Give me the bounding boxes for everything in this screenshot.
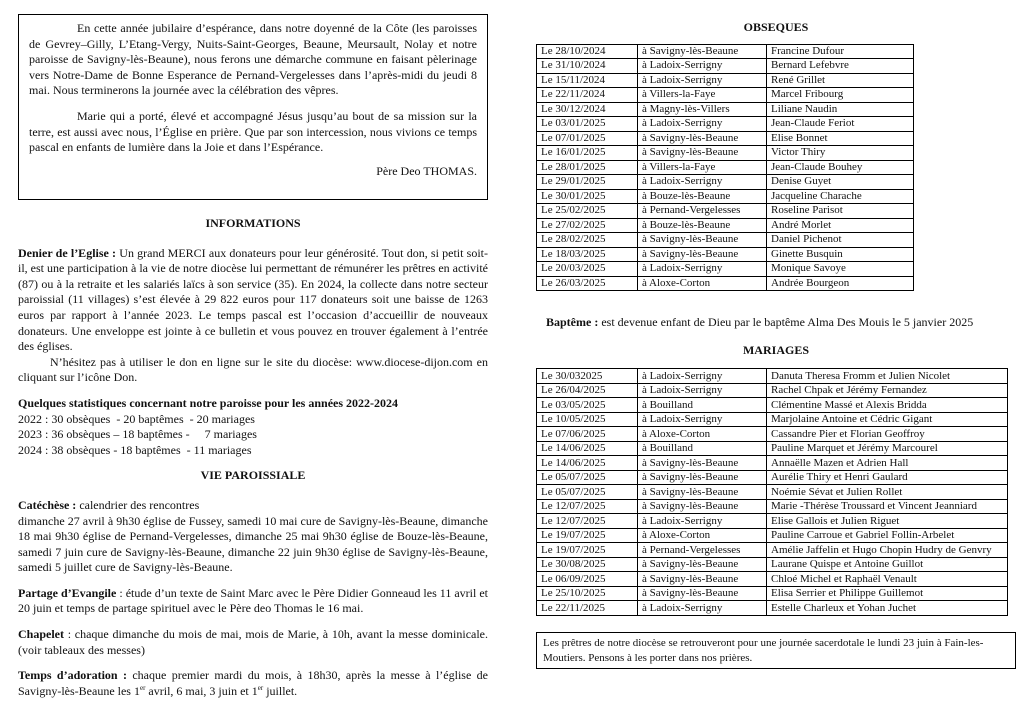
row-names: André Morlet <box>767 218 914 233</box>
table-row <box>537 146 914 161</box>
row-place: à Aloxe-Corton <box>638 528 767 543</box>
row-date: Le 22/11/2024 <box>537 88 638 103</box>
row-names: Liliane Naudin <box>767 102 914 117</box>
row-place: à Ladoix-Serrigny <box>638 175 767 190</box>
intro-box <box>18 14 488 200</box>
row-date: Le 28/10/2024 <box>537 44 638 59</box>
note-box: Les prêtres de notre diocèse se retrouveront pour une journée sacerdotale le lundi 23 juin à Fain-les-Moutiers. Pensons à les porter dans nos prières. <box>536 632 1016 670</box>
table-row <box>537 528 1008 543</box>
row-names: Denise Guyet <box>767 175 914 190</box>
row-place: à Ladoix-Serrigny <box>638 262 767 277</box>
row-names: Cassandre Pier et Florian Geoffroy <box>767 427 1008 442</box>
row-names: Elise Bonnet <box>767 131 914 146</box>
table-row <box>537 247 914 262</box>
vie-paroissiale-heading: VIE PAROISSIALE <box>200 468 306 483</box>
row-date: Le 05/07/2025 <box>537 470 638 485</box>
row-date: Le 30/12/2024 <box>537 102 638 117</box>
row-names: Laurane Quispe et Antoine Guillot <box>767 557 1008 572</box>
row-place: à Bouilland <box>638 441 767 456</box>
intro-paragraph-1: En cette année jubilaire d’espérance, dans notre doyenné de la Côte (les paroisses de Gevrey–Gilly, L’Etang-Vergy, Nuits-Saint-Georges, Beaune, Meursault, Nolay et notre paroisse de Savigny-lès-Beaune), nous ferons une démarche commune en faisant pèlerinage vers Notre-Dame de Bonne Esperance de Pernand-Vergelesses dans l’après-midi du jeudi 8 mai. Nous terminerons la journée avec la célébration des vêpres. <box>29 21 477 98</box>
row-date: Le 30/032025 <box>537 369 638 384</box>
table-row <box>537 218 914 233</box>
obseques-table <box>536 44 914 292</box>
table-row <box>537 73 914 88</box>
row-place: à Savigny-lès-Beaune <box>638 456 767 471</box>
row-names: Annaëlle Mazen et Adrien Hall <box>767 456 1008 471</box>
chapelet-text: : chaque dimanche du mois de mai, mois de Marie, à 10h, avant la messe dominicale. (voir tableaux des messes) <box>18 627 488 657</box>
chapelet-block <box>18 627 488 658</box>
denier-text: Un grand MERCI aux donateurs pour leur générosité. Tout don, si petit soit-il, est une participation à la vie de notre diocèse lui permettant de rémunérer les prêtres en activité (87) ou à la retraite et les salariés laïcs à son service (35). En 2024, la collecte dans notre secteur paroissial (11 villages) s’est élevée à 29 822 euros pour 117 donateurs soit une baisse de 1263 euros par rapport à l’année 2023. Le temps pascal est l’occasion d’accueillir de nouveaux donateurs. Une enveloppe est jointe à ce bulletin et vous pouvez en trouver également à l’entrée des églises. <box>18 245 488 354</box>
table-row <box>537 557 1008 572</box>
row-date: Le 27/02/2025 <box>537 218 638 233</box>
row-place: à Savigny-lès-Beaune <box>638 233 767 248</box>
bapteme-label: Baptême : <box>546 315 599 330</box>
table-row <box>537 412 1008 427</box>
row-names: Pauline Marquet et Jérémy Marcourel <box>767 441 1008 456</box>
row-names: Marcel Fribourg <box>767 88 914 103</box>
row-date: Le 28/01/2025 <box>537 160 638 175</box>
table-row <box>537 189 914 204</box>
row-date: Le 07/06/2025 <box>537 427 638 442</box>
table-row <box>537 369 1008 384</box>
row-names: Ginette Busquin <box>767 247 914 262</box>
adoration-text-c: juillet. <box>263 683 298 698</box>
table-row <box>537 514 1008 529</box>
mariages-table-body <box>537 369 1008 616</box>
row-date: Le 15/11/2024 <box>537 73 638 88</box>
row-names: Clémentine Massé et Alexis Bridda <box>767 398 1008 413</box>
left-column <box>18 14 488 699</box>
row-date: Le 30/08/2025 <box>537 557 638 572</box>
table-row <box>537 441 1008 456</box>
row-names: Andrée Bourgeon <box>767 276 914 291</box>
table-row <box>537 398 1008 413</box>
row-place: à Villers-la-Faye <box>638 160 767 175</box>
right-column <box>536 14 1016 669</box>
row-names: Jacqueline Charache <box>767 189 914 204</box>
obseques-table-body <box>537 44 914 291</box>
row-place: à Savigny-lès-Beaune <box>638 44 767 59</box>
stats-block <box>18 396 488 458</box>
row-names: Victor Thiry <box>767 146 914 161</box>
row-names: Jean-Claude Bouhey <box>767 160 914 175</box>
row-names: Elise Gallois et Julien Riguet <box>767 514 1008 529</box>
catechese-text: dimanche 27 avril à 9h30 église de Fussey, samedi 10 mai cure de Savigny-lès-Beaune, dimanche 18 mai 9h30 église de Pernand-Vergelesses, dimanche 25 mai 9h30 église de Bouze-lès-Beaune, samedi 7 juin cure de Savigny-lès-Beaune, dimanche 22 juin 9h30 église de Savigny-lès-Beaune, samedi 5 juillet cure de Savigny-lès-Beaune. <box>18 513 488 575</box>
mariages-table <box>536 368 1008 616</box>
stats-line-2022: 2022 : 30 obsèques - 20 baptêmes - 20 mariages <box>18 411 255 426</box>
row-place: à Ladoix-Serrigny <box>638 383 767 398</box>
intro-signature: Père Deo THOMAS. <box>376 163 477 178</box>
row-names: Francine Dufour <box>767 44 914 59</box>
row-place: à Savigny-lès-Beaune <box>638 572 767 587</box>
row-place: à Aloxe-Corton <box>638 276 767 291</box>
row-place: à Savigny-lès-Beaune <box>638 131 767 146</box>
table-row <box>537 262 914 277</box>
stats-line-2023: 2023 : 36 obsèques – 18 baptêmes - 7 mariages <box>18 427 257 442</box>
row-names: Amélie Jaffelin et Hugo Chopin Hudry de Genvry <box>767 543 1008 558</box>
row-names: Noémie Sévat et Julien Rollet <box>767 485 1008 500</box>
row-names: Pauline Carroue et Gabriel Follin-Arbelet <box>767 528 1008 543</box>
row-names: Daniel Pichenot <box>767 233 914 248</box>
row-place: à Ladoix-Serrigny <box>638 412 767 427</box>
row-date: Le 30/01/2025 <box>537 189 638 204</box>
row-place: à Ladoix-Serrigny <box>638 514 767 529</box>
table-row <box>537 427 1008 442</box>
row-date: Le 25/10/2025 <box>537 586 638 601</box>
row-names: René Grillet <box>767 73 914 88</box>
row-date: Le 28/02/2025 <box>537 233 638 248</box>
row-date: Le 16/01/2025 <box>537 146 638 161</box>
mariages-heading: MARIAGES <box>742 342 809 357</box>
table-row <box>537 233 914 248</box>
row-date: Le 22/11/2025 <box>537 601 638 616</box>
partage-label: Partage d’Evangile <box>18 585 117 600</box>
row-date: Le 25/02/2025 <box>537 204 638 219</box>
table-row <box>537 499 1008 514</box>
row-place: à Villers-la-Faye <box>638 88 767 103</box>
row-date: Le 06/09/2025 <box>537 572 638 587</box>
table-row <box>537 160 914 175</box>
row-names: Marjolaine Antoine et Cédric Gigant <box>767 412 1008 427</box>
row-place: à Pernand-Vergelesses <box>638 204 767 219</box>
catechese-label: Catéchèse : <box>18 497 77 512</box>
row-date: Le 20/03/2025 <box>537 262 638 277</box>
row-names: Monique Savoye <box>767 262 914 277</box>
denier-paragraph <box>18 246 488 355</box>
row-date: Le 12/07/2025 <box>537 499 638 514</box>
row-place: à Ladoix-Serrigny <box>638 59 767 74</box>
table-row <box>537 572 1008 587</box>
stats-line-2024: 2024 : 38 obsèques - 18 baptêmes - 11 mariages <box>18 442 252 457</box>
table-row <box>537 44 914 59</box>
row-place: à Savigny-lès-Beaune <box>638 247 767 262</box>
row-place: à Ladoix-Serrigny <box>638 601 767 616</box>
row-place: à Ladoix-Serrigny <box>638 369 767 384</box>
table-row <box>537 88 914 103</box>
table-row <box>537 102 914 117</box>
row-names: Jean-Claude Feriot <box>767 117 914 132</box>
row-names: Roseline Parisot <box>767 204 914 219</box>
row-place: à Savigny-lès-Beaune <box>638 499 767 514</box>
row-place: à Savigny-lès-Beaune <box>638 485 767 500</box>
sup-er-1: er <box>139 683 146 692</box>
row-place: à Pernand-Vergelesses <box>638 543 767 558</box>
row-place: à Aloxe-Corton <box>638 427 767 442</box>
stats-title: Quelques statistiques concernant notre paroisse pour les années 2022-2024 <box>18 395 399 410</box>
denier-label: Denier de l’Eglise : <box>18 245 117 260</box>
catechese-head: calendrier des rencontres <box>76 497 200 512</box>
obseques-heading: OBSEQUES <box>743 20 809 34</box>
row-date: Le 10/05/2025 <box>537 412 638 427</box>
chapelet-label: Chapelet <box>18 627 64 642</box>
denier-online-paragraph: N’hésitez pas à utiliser le don en ligne sur le site du diocèse: www.diocese-dijon.com en cliquant sur l’icône Don. <box>18 354 488 385</box>
table-row <box>537 117 914 132</box>
row-names: Rachel Chpak et Jérémy Fernandez <box>767 383 1008 398</box>
table-row <box>537 131 914 146</box>
row-date: Le 14/06/2025 <box>537 441 638 456</box>
row-date: Le 05/07/2025 <box>537 485 638 500</box>
table-row <box>537 456 1008 471</box>
row-place: à Bouze-lès-Beaune <box>638 189 767 204</box>
row-date: Le 07/01/2025 <box>537 131 638 146</box>
row-date: Le 26/04/2025 <box>537 383 638 398</box>
partage-text: : étude d’un texte de Saint Marc avec le Père Didier Gonneaud les 11 avril et 20 juin et temps de partage spirituel avec le Père deo Thomas le 16 mai. <box>18 585 488 616</box>
table-row <box>537 543 1008 558</box>
table-row <box>537 485 1008 500</box>
bapteme-text: est devenue enfant de Dieu par le baptême Alma Des Mouis le 5 janvier 2025 <box>598 315 974 330</box>
row-names: Marie -Thérèse Troussard et Vincent Jeanniard <box>767 499 1008 514</box>
table-row <box>537 204 914 219</box>
table-row <box>537 470 1008 485</box>
row-names: Elisa Serrier et Philippe Guillemot <box>767 586 1008 601</box>
adoration-text-a: chaque premier mardi du mois, à 18h30, après la messe à l’église de Savigny-lès-Beaune les 1 <box>18 668 488 698</box>
partage-block <box>18 586 488 617</box>
row-date: Le 12/07/2025 <box>537 514 638 529</box>
row-names: Estelle Charleux et Yohan Juchet <box>767 601 1008 616</box>
row-place: à Savigny-lès-Beaune <box>638 146 767 161</box>
row-date: Le 26/03/2025 <box>537 276 638 291</box>
row-place: à Savigny-lès-Beaune <box>638 586 767 601</box>
row-place: à Bouze-lès-Beaune <box>638 218 767 233</box>
table-row <box>537 383 1008 398</box>
sup-er-2: er <box>257 683 264 692</box>
table-row <box>537 601 1008 616</box>
adoration-block <box>18 668 488 699</box>
row-date: Le 18/03/2025 <box>537 247 638 262</box>
catechese-block <box>18 498 488 576</box>
table-row <box>537 586 1008 601</box>
row-place: à Magny-lès-Villers <box>638 102 767 117</box>
table-row <box>537 276 914 291</box>
intro-paragraph-2: Marie qui a porté, élevé et accompagné Jésus jusqu’au bout de sa mission sur la terre, est aussi avec nous, l’Église en prière. Que par son intercession, nous vivions ce temps pascal en enfants de lumière dans la Joie et dans l’Espérance. <box>29 108 477 155</box>
row-names: Danuta Theresa Fromm et Julien Nicolet <box>767 369 1008 384</box>
row-place: à Savigny-lès-Beaune <box>638 470 767 485</box>
row-date: Le 29/01/2025 <box>537 175 638 190</box>
informations-heading: INFORMATIONS <box>205 216 301 230</box>
row-place: à Ladoix-Serrigny <box>638 117 767 132</box>
table-row <box>537 59 914 74</box>
bapteme-block <box>536 315 1016 331</box>
row-place: à Savigny-lès-Beaune <box>638 557 767 572</box>
adoration-text-b: avril, 6 mai, 3 juin et 1 <box>145 683 258 698</box>
row-date: Le 19/07/2025 <box>537 528 638 543</box>
row-place: à Ladoix-Serrigny <box>638 73 767 88</box>
row-names: Chloé Michel et Raphaël Venault <box>767 572 1008 587</box>
row-names: Aurélie Thiry et Henri Gaulard <box>767 470 1008 485</box>
row-date: Le 14/06/2025 <box>537 456 638 471</box>
row-date: Le 03/05/2025 <box>537 398 638 413</box>
adoration-label: Temps d’adoration : <box>18 668 127 683</box>
row-place: à Bouilland <box>638 398 767 413</box>
row-date: Le 31/10/2024 <box>537 59 638 74</box>
row-date: Le 03/01/2025 <box>537 117 638 132</box>
row-date: Le 19/07/2025 <box>537 543 638 558</box>
table-row <box>537 175 914 190</box>
row-names: Bernard Lefebvre <box>767 59 914 74</box>
